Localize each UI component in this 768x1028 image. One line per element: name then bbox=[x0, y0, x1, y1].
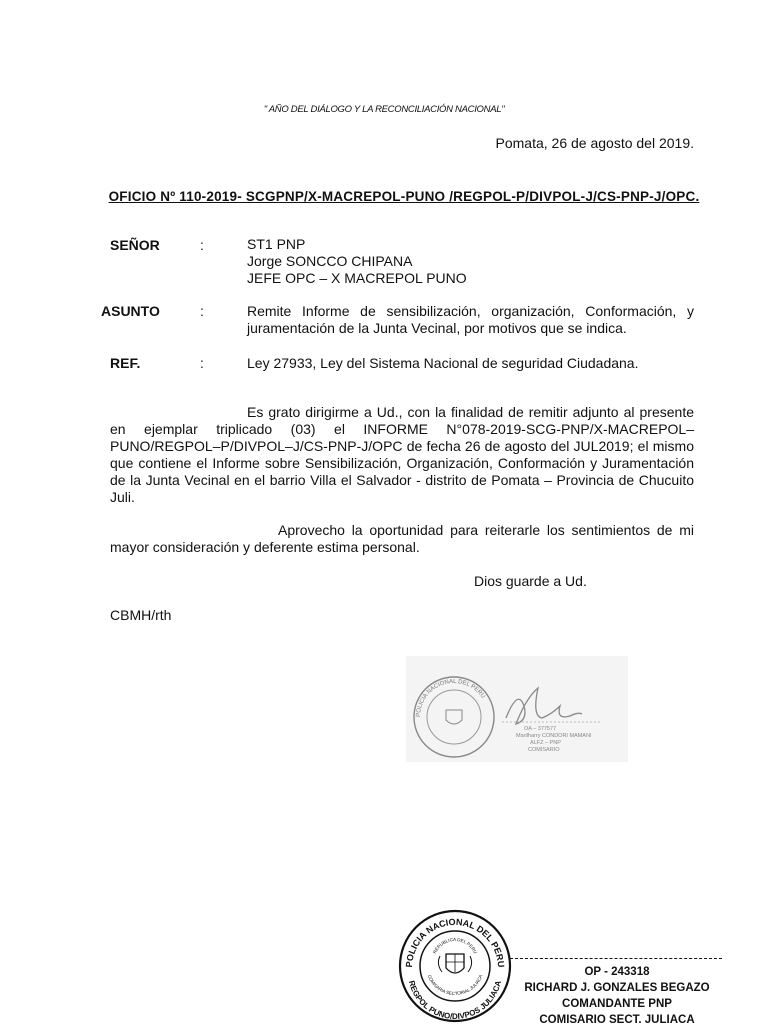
small-stamp-line-4: COMISARIO bbox=[528, 747, 560, 753]
signature-post: COMISARIO SECT. JULIACA bbox=[539, 1014, 695, 1026]
asunto-text: Remite Informe de sensibilización, organización, Conformación, y juramentación de la Junta Vecinal, por motivos que se indica. bbox=[247, 303, 694, 336]
senor-line-1: ST1 PNP bbox=[247, 236, 306, 252]
small-seal-ring-text: POLICIA NACIONAL DEL PERU bbox=[415, 678, 486, 718]
seal-ring-top: POLICIA NACIONAL DEL PERU bbox=[403, 916, 507, 968]
svg-text:REGPOL PUNO/DIVPOS JULIACA bbox=[407, 979, 503, 1021]
seal-inner-top: REPUBLICA DEL PERU bbox=[431, 936, 479, 955]
small-stamp-line-2: Marilharry CONDORI MAMANI bbox=[516, 733, 592, 739]
senor-line-2: Jorge SONCCO CHIPANA bbox=[247, 253, 413, 269]
senor-label: SEÑOR bbox=[110, 237, 160, 253]
svg-text:REPUBLICA DEL PERU bbox=[432, 937, 478, 954]
svg-text:COMISARIA SECTORIAL JULIACA bbox=[427, 974, 484, 996]
faded-seal bbox=[406, 656, 628, 762]
asunto-label: ASUNTO bbox=[101, 303, 160, 319]
small-stamp-line-3: ALFZ – PNP bbox=[530, 740, 561, 746]
ref-colon: : bbox=[200, 355, 204, 371]
seal-ring-bottom: REGPOL PUNO/DIVPOS JULIACA bbox=[406, 979, 504, 1022]
closing: Dios guarde a Ud. bbox=[474, 573, 587, 589]
oficio-number: OFICIO Nº 110-2019- SCGPNP/X-MACREPOL-PUNO /REGPOL-P/DIVPOL-J/CS-PNP-J/OPC. bbox=[108, 189, 700, 204]
signature-block bbox=[510, 964, 724, 1028]
signature-line bbox=[510, 958, 722, 959]
signature-rank: COMANDANTE PNP bbox=[562, 998, 672, 1010]
body-paragraph-2: Aprovecho la oportunidad para reiterarle los sentimientos de mi mayor consideración y deferente estima personal. bbox=[110, 522, 694, 555]
initials: CBMH/rth bbox=[110, 607, 172, 623]
senor-line-3: JEFE OPC – X MACREPOL PUNO bbox=[247, 270, 467, 286]
coat-of-arms-icon bbox=[438, 954, 471, 973]
ref-label: REF. bbox=[110, 355, 141, 371]
signature-op: OP - 243318 bbox=[584, 966, 650, 978]
place-date: Pomata, 26 de agosto del 2019. bbox=[495, 135, 694, 151]
svg-text:POLICIA NACIONAL DEL PERU bbox=[416, 679, 486, 717]
scanned-stamp-area bbox=[406, 656, 628, 762]
pnp-seal bbox=[396, 906, 514, 1024]
ref-text: Ley 27933, Ley del Sistema Nacional de seguridad Ciudadana. bbox=[247, 355, 639, 371]
year-motto: " AÑO DEL DIÁLOGO Y LA RECONCILIACIÓN NACIONAL" bbox=[263, 104, 505, 115]
seal-inner-bottom: COMISARIA SECTORIAL JULIACA bbox=[426, 974, 484, 997]
small-stamp-line-1: OA – 377577 bbox=[524, 726, 557, 732]
asunto-colon: : bbox=[200, 303, 204, 319]
senor-colon: : bbox=[200, 237, 204, 253]
signature-name: RICHARD J. GONZALES BEGAZO bbox=[524, 982, 710, 994]
body-paragraph-1: Es grato dirigirme a Ud., con la finalidad de remitir adjunto al presente en ejemplar triplicado (03) el INFORME N°078-2019-SCG-PNP/X-MACREPOL–PUNO/REGPOL–P/DIVPOL–J/CS-PNP-J/OPC de fecha 26 de agosto del JUL2019; el mismo que contiene el Informe sobre Sensibilización, Organización, Conformación y Juramentación de la Junta Vecinal en el barrio Villa el Salvador - distrito de Pomata – Provincia de Chucuito Juli. bbox=[110, 404, 694, 505]
